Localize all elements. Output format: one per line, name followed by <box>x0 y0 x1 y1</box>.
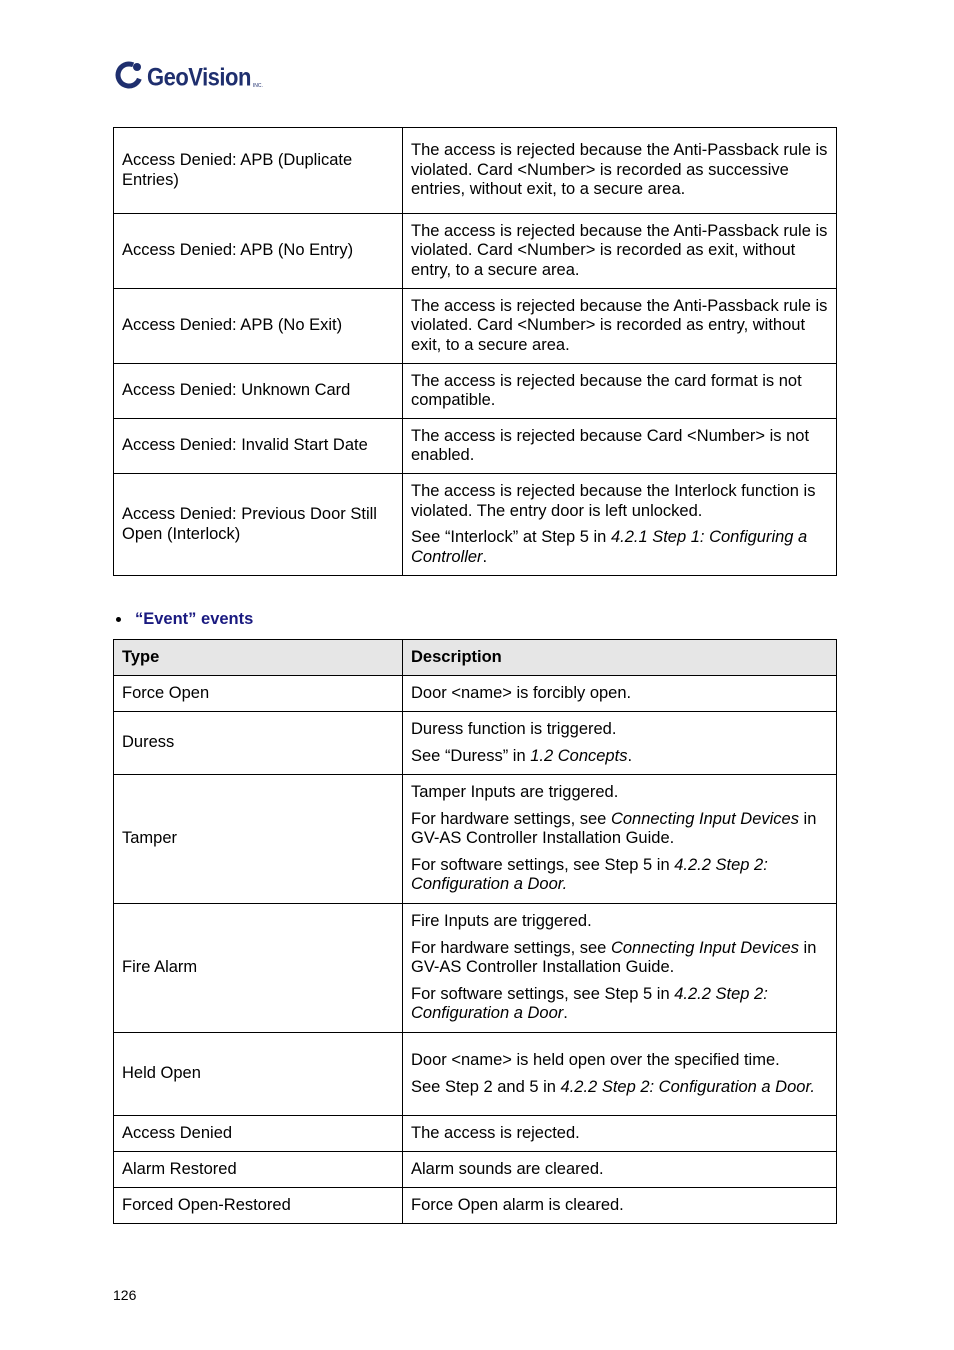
event-type-cell: Access Denied: APB (No Entry) <box>114 214 403 289</box>
table-row <box>114 419 837 474</box>
event-description-cell: The access is rejected because the Anti-Passback rule is violated. Card <Number> is recorded as successive entries, without exit, to a secure area. <box>403 128 837 214</box>
event-description-cell: Force Open alarm is cleared. <box>403 1188 837 1224</box>
table-row <box>114 1188 837 1224</box>
table-row <box>114 712 837 775</box>
event-description-cell: The access is rejected because the Interlock function is violated. The entry door is left unlocked. See “Interlock” at Step 5 in 4.2.1 Step 1: Configuring a Controller. <box>403 474 837 576</box>
event-type-cell: Duress <box>114 712 403 775</box>
event-type-cell: Force Open <box>114 676 403 712</box>
event-type-cell: Access Denied <box>114 1116 403 1152</box>
section-heading-text: “Event” events <box>135 610 254 628</box>
table-row <box>114 1033 837 1116</box>
logo-text: GeoVision <box>147 63 251 92</box>
event-description-cell: Duress function is triggered. See “Duress” in 1.2 Concepts. <box>403 712 837 775</box>
geovision-logo <box>115 56 263 90</box>
table-row <box>114 364 837 419</box>
cross-reference: 4.2.2 Step 2: Configuration a Door. <box>560 1077 815 1096</box>
geovision-swirl-icon <box>115 60 145 90</box>
type-column-header: Type <box>114 640 403 676</box>
logo-trademark: INC. <box>252 83 263 89</box>
event-type-cell: Access Denied: Previous Door Still Open (Interlock) <box>114 474 403 576</box>
table-header-row <box>114 640 837 676</box>
description-column-header: Description <box>403 640 837 676</box>
table-row <box>114 676 837 712</box>
table-row <box>114 904 837 1033</box>
cross-reference: 4.2.2 Step 2: Configuration a Door <box>411 984 768 1023</box>
cross-reference: Connecting Input Devices <box>610 938 799 957</box>
event-description-cell: Alarm sounds are cleared. <box>403 1152 837 1188</box>
bullet-icon <box>116 617 121 622</box>
event-events-table <box>113 639 837 1224</box>
table-row <box>114 289 837 364</box>
event-type-cell: Fire Alarm <box>114 904 403 1033</box>
event-description-cell: The access is rejected because the Anti-Passback rule is violated. Card <Number> is recorded as entry, without exit, to a secure area. <box>403 289 837 364</box>
cross-reference: Connecting Input Devices <box>610 809 799 828</box>
table-row <box>114 128 837 214</box>
event-description-cell: Door <name> is held open over the specified time. See Step 2 and 5 in 4.2.2 Step 2: Configuration a Door. <box>403 1033 837 1116</box>
event-description-cell: Door <name> is forcibly open. <box>403 676 837 712</box>
access-denied-events-table <box>113 127 837 576</box>
table-row <box>114 474 837 576</box>
cross-reference: 4.2.1 Step 1: Configuring a Controller <box>411 528 808 566</box>
page-number: 126 <box>113 1287 137 1303</box>
event-type-cell: Access Denied: Unknown Card <box>114 364 403 419</box>
table-row <box>114 1152 837 1188</box>
event-description-cell: The access is rejected because Card <Number> is not enabled. <box>403 419 837 474</box>
event-type-cell: Tamper <box>114 775 403 904</box>
event-type-cell: Access Denied: Invalid Start Date <box>114 419 403 474</box>
event-description-cell: The access is rejected. <box>403 1116 837 1152</box>
table-row <box>114 1116 837 1152</box>
event-type-cell: Held Open <box>114 1033 403 1116</box>
event-type-cell: Access Denied: APB (Duplicate Entries) <box>114 128 403 214</box>
event-description-cell: The access is rejected because the card format is not compatible. <box>403 364 837 419</box>
event-type-cell: Forced Open-Restored <box>114 1188 403 1224</box>
table-row <box>114 214 837 289</box>
cross-reference: 1.2 Concepts <box>530 746 628 765</box>
cross-reference: 4.2.2 Step 2: Configuration a Door. <box>411 855 768 894</box>
event-type-cell: Access Denied: APB (No Exit) <box>114 289 403 364</box>
event-description-cell: Tamper Inputs are triggered. For hardware settings, see Connecting Input Devices in GV-AS Controller Installation Guide. For software settings, see Step 5 in 4.2.2 Step 2: Configuration a Door. <box>403 775 837 904</box>
event-type-cell: Alarm Restored <box>114 1152 403 1188</box>
event-description-cell: Fire Inputs are triggered. For hardware settings, see Connecting Input Devices in GV-AS Controller Installation Guide. For software settings, see Step 5 in 4.2.2 Step 2: Configuration a Door. <box>403 904 837 1033</box>
section-heading <box>113 610 253 630</box>
event-description-cell: The access is rejected because the Anti-Passback rule is violated. Card <Number> is recorded as exit, without entry, to a secure area. <box>403 214 837 289</box>
table-row <box>114 775 837 904</box>
